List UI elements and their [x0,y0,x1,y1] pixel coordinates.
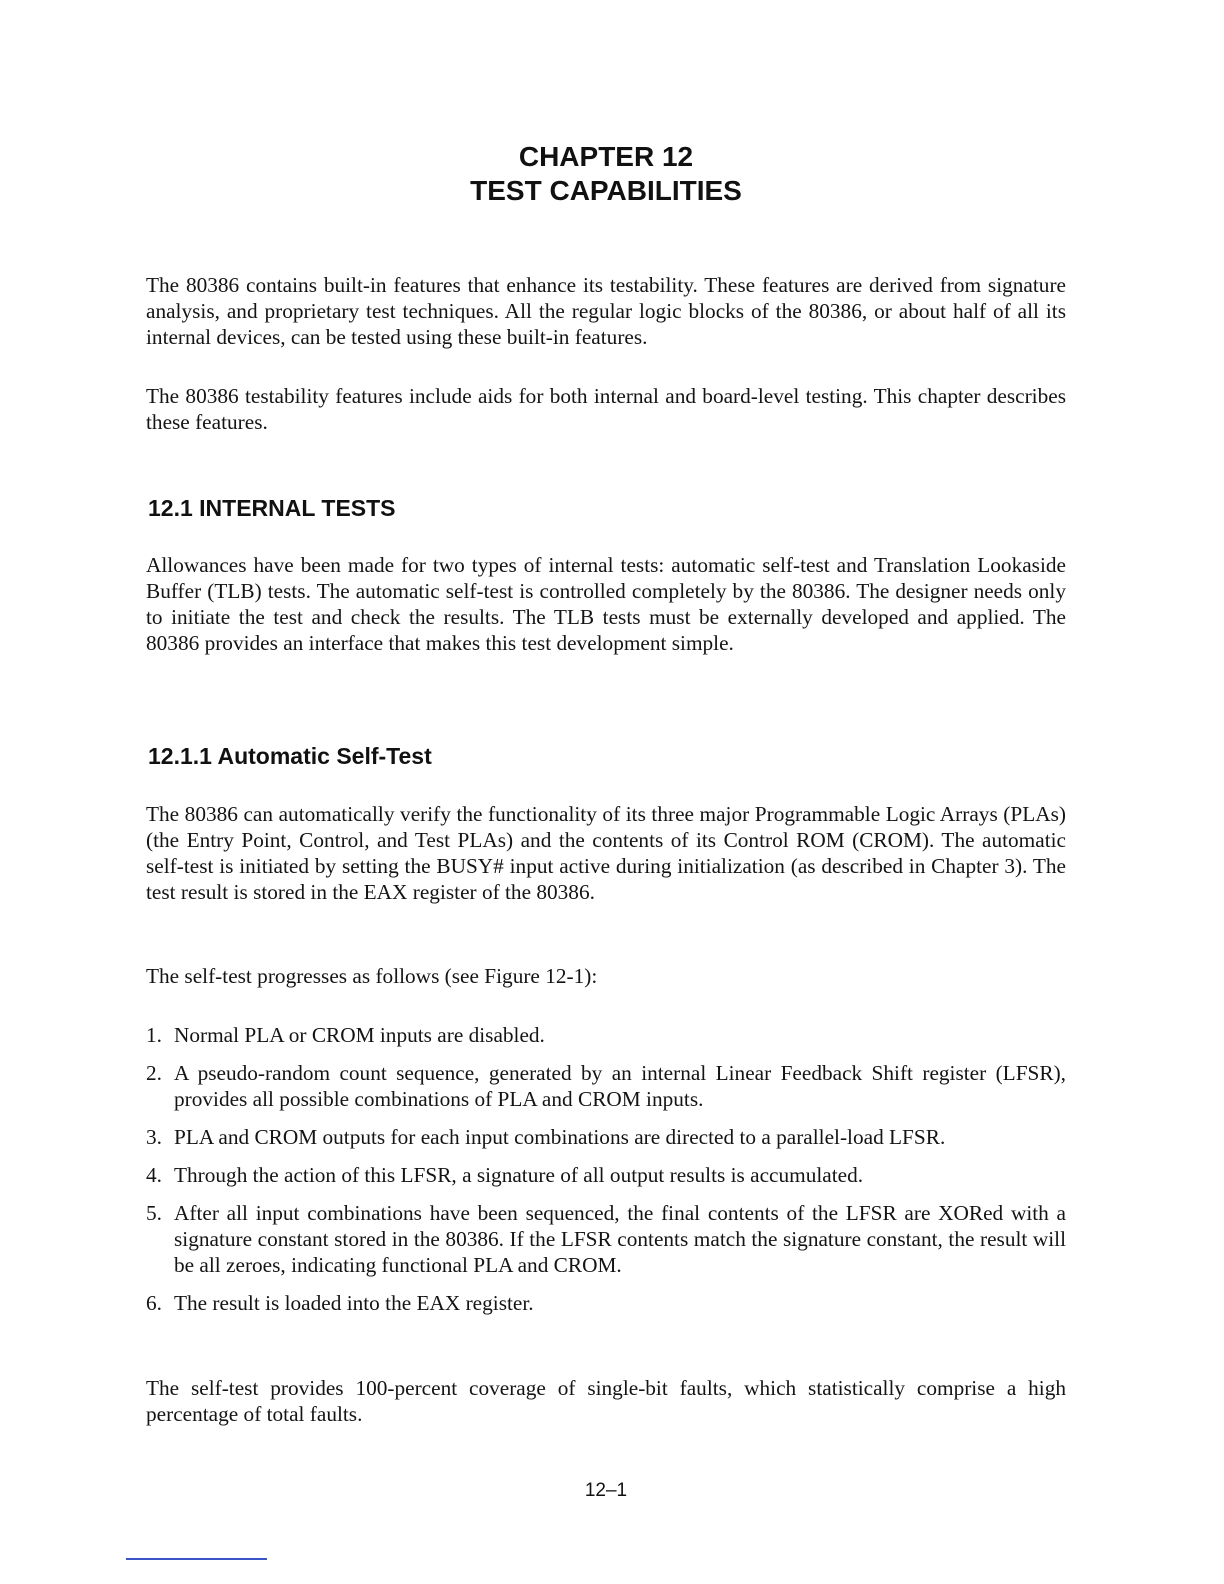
chapter-number: CHAPTER 12 [518,141,694,172]
list-item: 1. Normal PLA or CROM inputs are disabled. [146,1023,545,1047]
intro-paragraph-1: The 80386 contains built-in features that enhance its testability. These features are derived from signature analysis, and proprietary test techniques. All the regular logic blocks of the 80386, or about half of all its internal devices, can be tested using these built-in features. [146,273,1066,349]
list-item: 4. Through the action of this LFSR, a signature of all output results is accumulated. [146,1163,864,1187]
scan-artifact-line [126,1558,267,1560]
section-12-1-heading: 12.1 INTERNAL TESTS [148,495,396,521]
self-test-paragraph-1: The 80386 can automatically verify the functionality of its three major Programmable Logic Arrays (PLAs) (the Entry Point, Control, and Test PLAs) and the contents of its Control ROM (CROM). The automatic self-test is initiated by setting the BUSY# input active during initialization (as described in Chapter 3). The test result is stored in the EAX register of the 80386. [146,802,1066,904]
chapter-title-block [146,140,1066,208]
section-12-1-1-heading: 12.1.1 Automatic Self-Test [148,743,432,769]
list-item: 3. PLA and CROM outputs for each input combinations are directed to a parallel-load LFSR. [146,1125,946,1149]
self-test-steps-list [146,1022,1066,1328]
page-number: 12–1 [584,1480,628,1501]
list-item: 2. A pseudo-random count sequence, generated by an internal Linear Feedback Shift register (LFSR), provides all possible combinations of PLA and CROM inputs. [146,1061,1066,1111]
self-test-paragraph-3: The self-test provides 100-percent coverage of single-bit faults, which statistically comprise a high percentage of total faults. [146,1376,1066,1426]
intro-paragraph-2: The 80386 testability features include aids for both internal and board-level testing. This chapter describes these features. [146,384,1066,434]
chapter-title: TEST CAPABILITIES [470,175,742,206]
list-item: 6. The result is loaded into the EAX register. [146,1291,534,1315]
section-12-1-paragraph: Allowances have been made for two types of internal tests: automatic self-test and Translation Lookaside Buffer (TLB) tests. The automatic self-test is controlled completely by the 80386. The designer needs only to initiate the test and check the results. The TLB tests must be externally developed and applied. The 80386 provides an interface that makes this test development simple. [146,553,1066,655]
self-test-paragraph-2: The self-test progresses as follows (see Figure 12-1): [146,964,598,988]
list-item: 5. After all input combinations have been sequenced, the final contents of the LFSR are XORed with a signature constant stored in the 80386. If the LFSR contents match the signature constant, the result will be all zeroes, indicating functional PLA and CROM. [146,1201,1066,1277]
